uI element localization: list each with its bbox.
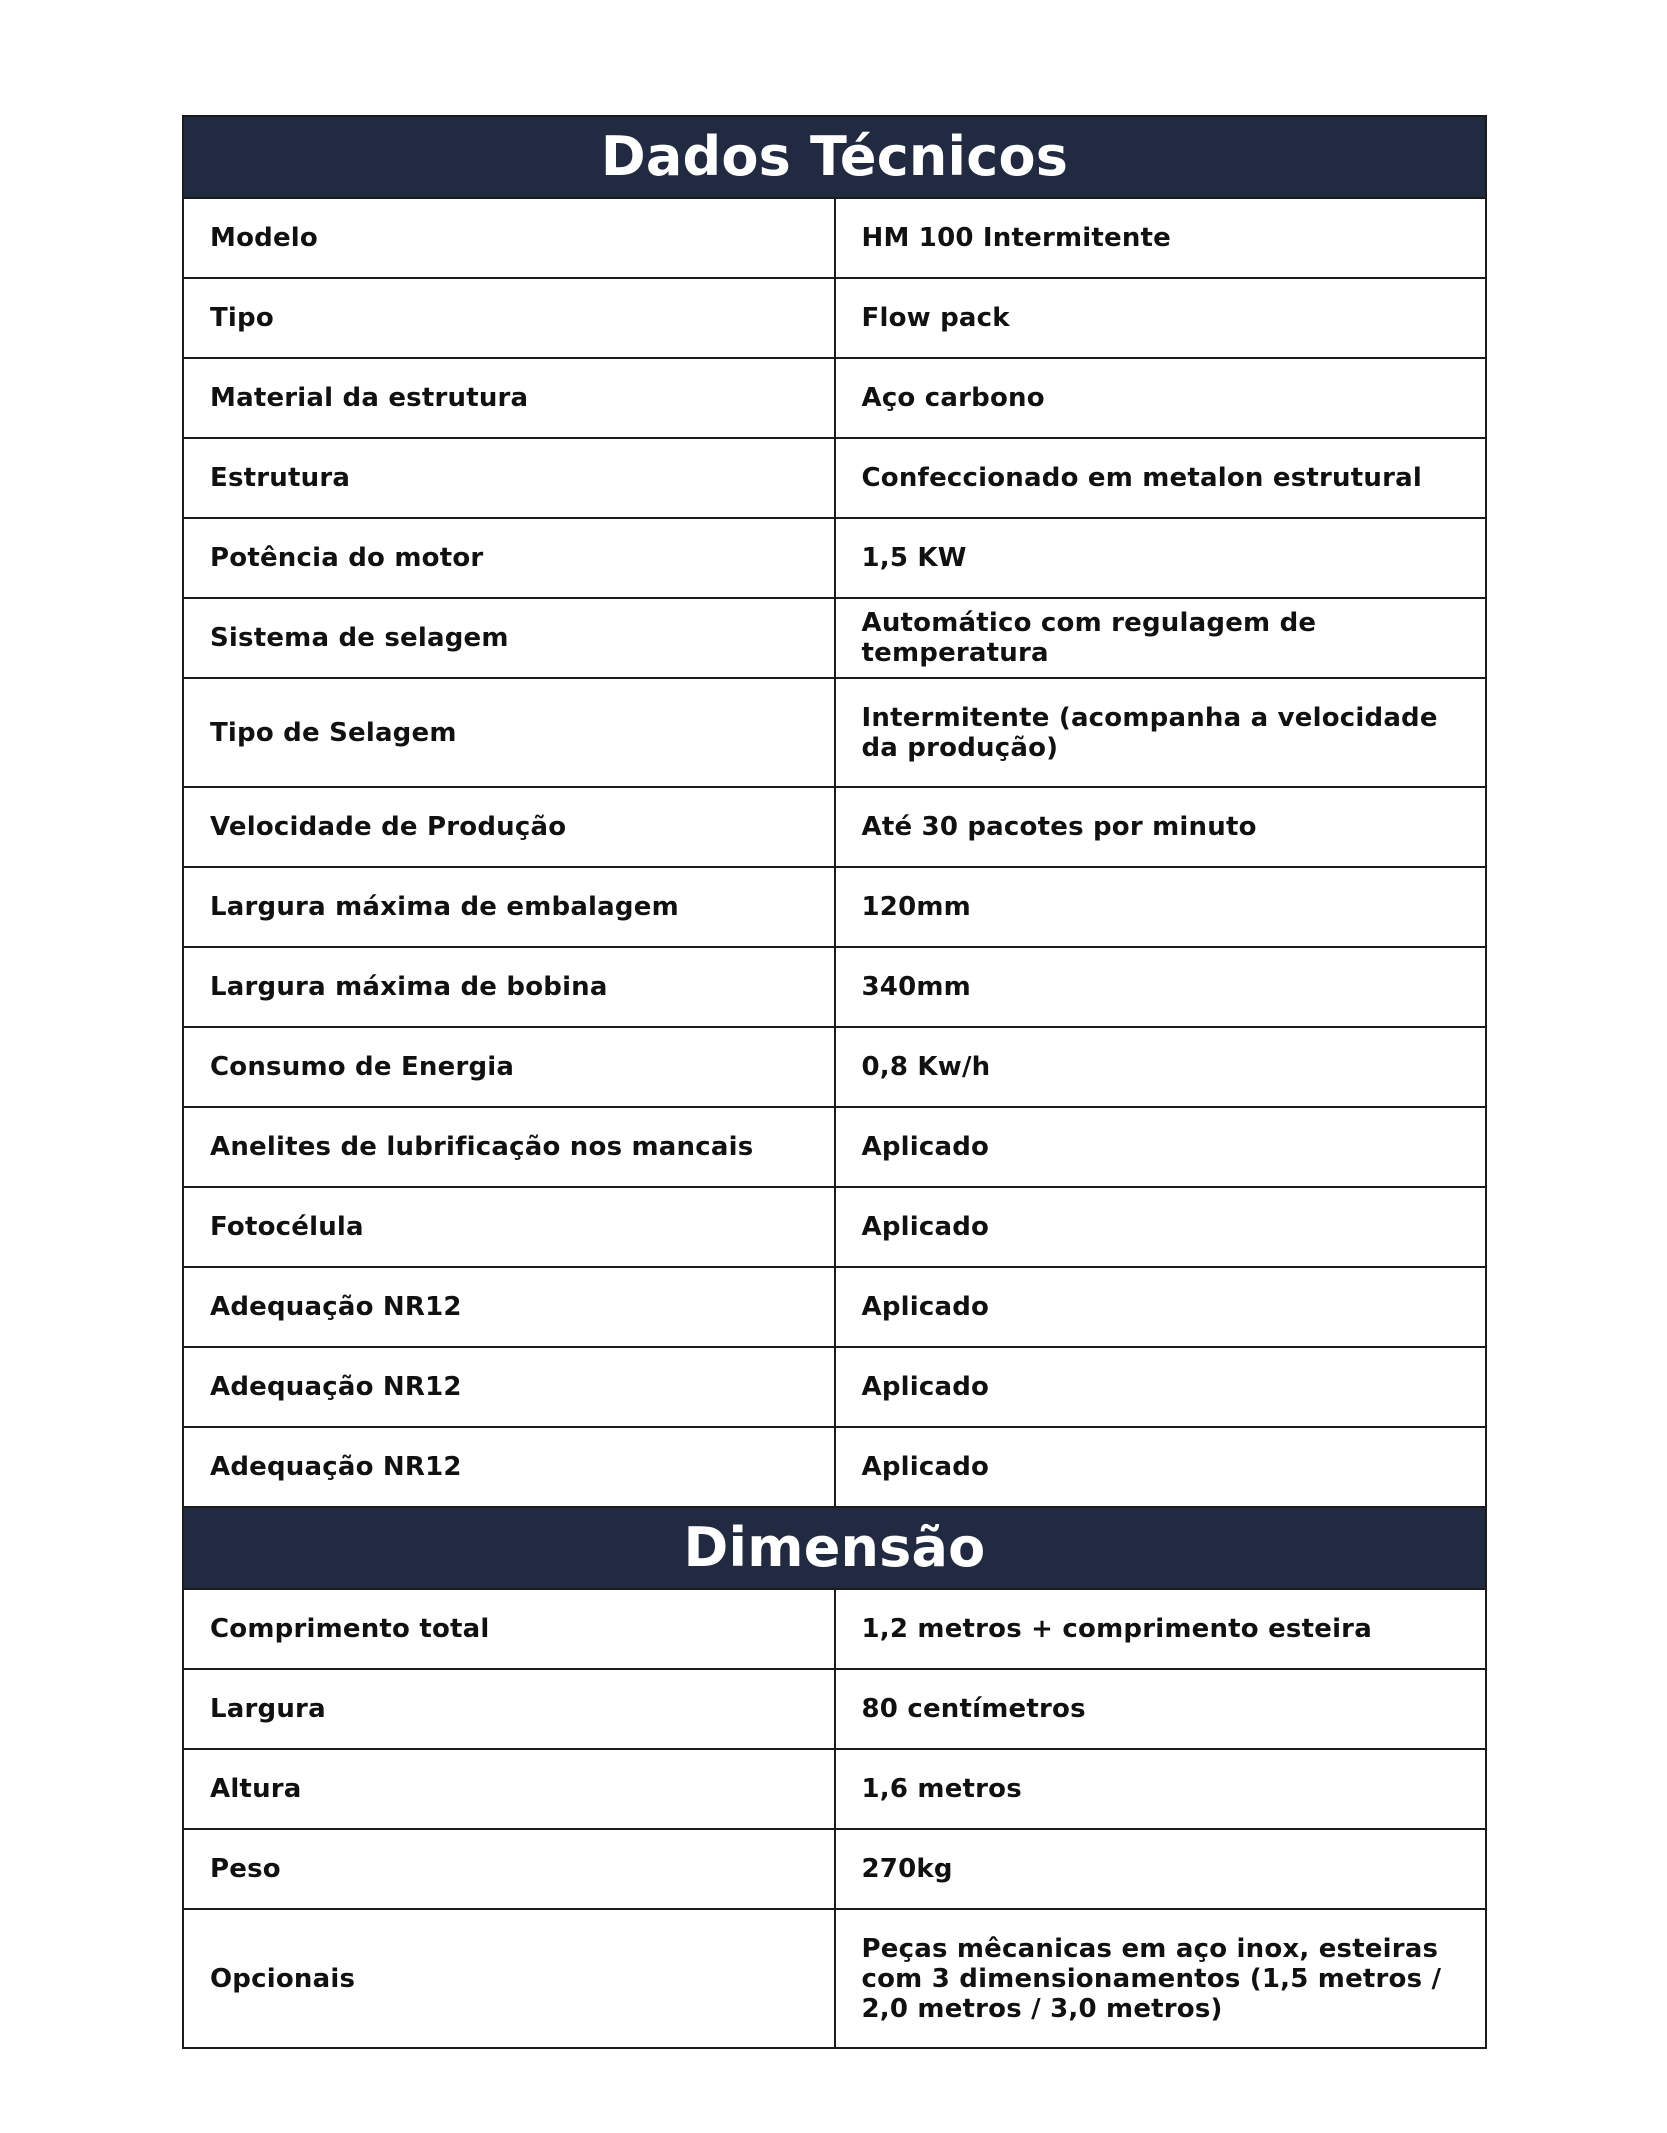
table-row (183, 278, 1486, 358)
table-row (183, 518, 1486, 598)
spec-label: Modelo (183, 198, 835, 278)
table-row (183, 947, 1486, 1027)
spec-label: Material da estrutura (183, 358, 835, 438)
spec-label: Opcionais (183, 1909, 835, 2048)
table-row (183, 787, 1486, 867)
spec-value: HM 100 Intermitente (835, 198, 1487, 278)
spec-label: Sistema de selagem (183, 598, 835, 678)
table-row (183, 1347, 1486, 1427)
spec-label: Tipo de Selagem (183, 678, 835, 787)
spec-value: 80 centímetros (835, 1669, 1487, 1749)
table-row (183, 678, 1486, 787)
spec-value: Aço carbono (835, 358, 1487, 438)
spec-sheet (182, 115, 1487, 2049)
spec-label: Fotocélula (183, 1187, 835, 1267)
section-title: Dados Técnicos (183, 116, 1486, 198)
spec-value: Confeccionado em metalon estrutural (835, 438, 1487, 518)
spec-value: 120mm (835, 867, 1487, 947)
spec-value: Flow pack (835, 278, 1487, 358)
table-row (183, 1749, 1486, 1829)
spec-value: Peças mêcanicas em aço inox, esteiras com 3 dimensionamentos (1,5 metros / 2,0 metros / 3,0 metros) (835, 1909, 1487, 2048)
spec-value: Aplicado (835, 1107, 1487, 1187)
spec-label: Adequação NR12 (183, 1427, 835, 1507)
spec-label: Largura máxima de embalagem (183, 867, 835, 947)
spec-value: Automático com regulagem de temperatura (835, 598, 1487, 678)
spec-value: Aplicado (835, 1187, 1487, 1267)
table-row (183, 358, 1486, 438)
section-header-technical (183, 116, 1486, 198)
spec-value: Intermitente (acompanha a velocidade da produção) (835, 678, 1487, 787)
spec-value: Aplicado (835, 1427, 1487, 1507)
spec-label: Estrutura (183, 438, 835, 518)
spec-value: 0,8 Kw/h (835, 1027, 1487, 1107)
spec-label: Adequação NR12 (183, 1267, 835, 1347)
spec-value: Até 30 pacotes por minuto (835, 787, 1487, 867)
spec-label: Largura máxima de bobina (183, 947, 835, 1027)
spec-value: 1,2 metros + comprimento esteira (835, 1589, 1487, 1669)
spec-table (182, 115, 1487, 2049)
table-row (183, 598, 1486, 678)
table-row (183, 1187, 1486, 1267)
spec-label: Altura (183, 1749, 835, 1829)
spec-value: Aplicado (835, 1347, 1487, 1427)
table-row (183, 438, 1486, 518)
spec-label: Velocidade de Produção (183, 787, 835, 867)
table-row (183, 867, 1486, 947)
table-row (183, 1427, 1486, 1507)
spec-label: Consumo de Energia (183, 1027, 835, 1107)
spec-label: Adequação NR12 (183, 1347, 835, 1427)
spec-label: Largura (183, 1669, 835, 1749)
table-row (183, 1027, 1486, 1107)
table-row (183, 198, 1486, 278)
section-header-dimension (183, 1507, 1486, 1589)
table-row (183, 1107, 1486, 1187)
table-row (183, 1589, 1486, 1669)
table-row (183, 1267, 1486, 1347)
spec-label: Peso (183, 1829, 835, 1909)
table-row (183, 1669, 1486, 1749)
spec-value: Aplicado (835, 1267, 1487, 1347)
spec-label: Comprimento total (183, 1589, 835, 1669)
spec-value: 340mm (835, 947, 1487, 1027)
spec-value: 1,5 KW (835, 518, 1487, 598)
spec-label: Anelites de lubrificação nos mancais (183, 1107, 835, 1187)
spec-value: 270kg (835, 1829, 1487, 1909)
spec-label: Potência do motor (183, 518, 835, 598)
table-row (183, 1909, 1486, 2048)
table-row (183, 1829, 1486, 1909)
spec-value: 1,6 metros (835, 1749, 1487, 1829)
spec-label: Tipo (183, 278, 835, 358)
section-title: Dimensão (183, 1507, 1486, 1589)
